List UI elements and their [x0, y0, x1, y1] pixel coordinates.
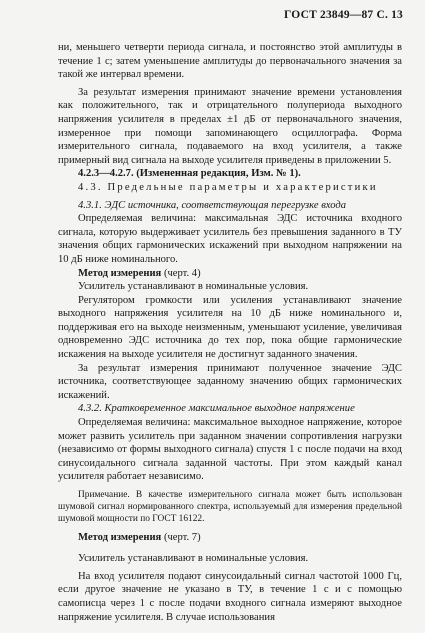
method-ref: (черт. 4): [161, 267, 201, 279]
method-ref: (черт. 7): [161, 531, 201, 543]
paragraph: ни, меньшего четверти периода сигнала, и постоянство этой амплитуды в течение 1 с; затем уменьшение амплитуды до первоначального значения за такой же интервал времени.: [58, 42, 402, 81]
paragraph: За результат измерения принимают полученное значение ЭДС источника, соответствующее заданному значению общих гармонических искажений.: [58, 362, 402, 401]
method-heading: [58, 531, 402, 545]
note: Примечание. В качестве измерительного сигнала может быть использован шумовой сигнал нормированного спектра, используемый для измерения предельной шумовой мощности по ГОСТ 16122.: [58, 490, 402, 525]
paragraph: Усилитель устанавливают в номинальные условия.: [78, 553, 309, 565]
subsection-heading: 4.3.1. ЭДС источника, соответствующая перегрузке входа: [78, 199, 347, 211]
paragraph: Регулятором громкости или усиления устанавливают значение выходного напряжения усилителя на 10 дБ ниже номинального и, поддерживая его на выходе неизменным, уменьшают усиление, увеличивая одновременно ЭДС источника до тех пор, пока общие гармонические искажения на выходе усилителя не достигнут заданного значения.: [58, 294, 402, 361]
method-label: Метод измерения: [78, 531, 162, 543]
paragraph: На вход усилителя подают синусоидальный сигнал частотой 1000 Гц, если другое значение не указано в ТУ, в течение 1 с и с помощью самописца через 1 с после подачи входного сигнала измеряют выходное напряжение усилителя. В случае использования: [58, 570, 402, 623]
paragraph: Определяемая величина: максимальное выходное напряжение, которое может развить усилитель при заданном значении сопротивления нагрузки (независимо от формы выходного сигнала) спустя 1 с после подачи на вход синусоидального сигнала заданной частоты. При этом каждый канал усилителя работает независимо.: [58, 417, 402, 483]
subsection-heading: 4.3.2. Кратковременное максимальное выходное напряжение: [78, 403, 355, 415]
amendment-note: 4.2.3—4.2.7. (Измененная редакция, Изм. № 1).: [78, 168, 301, 180]
method-label: Метод измерения: [78, 267, 162, 279]
section-heading: 4.3. Предельные параметры и характеристики: [78, 181, 378, 193]
paragraph: Определяемая величина: максимальная ЭДС источника входного сигнала, которую выдерживает усилитель без превышения заданного в ТУ значения общих гармонических искажений при выходном напряжении на 10 дБ ниже номинального.: [58, 213, 402, 265]
document-body: [58, 41, 402, 624]
paragraph: За результат измерения принимают значение времени установления как положительного, так и отрицательного полупериода выходного напряжения усилителя в пределах ±1 дБ от первоначального значения, измеренное при помощи запоминающего осциллографа. Форма измерительного сигнала, подаваемого на вход усилителя, а также примерный вид сигнала на выходе усилителя приведены в приложении 5.: [58, 86, 402, 166]
method-heading: [58, 267, 402, 281]
page-header: ГОСТ 23849—87 С. 13: [284, 9, 403, 21]
paragraph: Усилитель устанавливают в номинальные условия.: [78, 281, 309, 293]
